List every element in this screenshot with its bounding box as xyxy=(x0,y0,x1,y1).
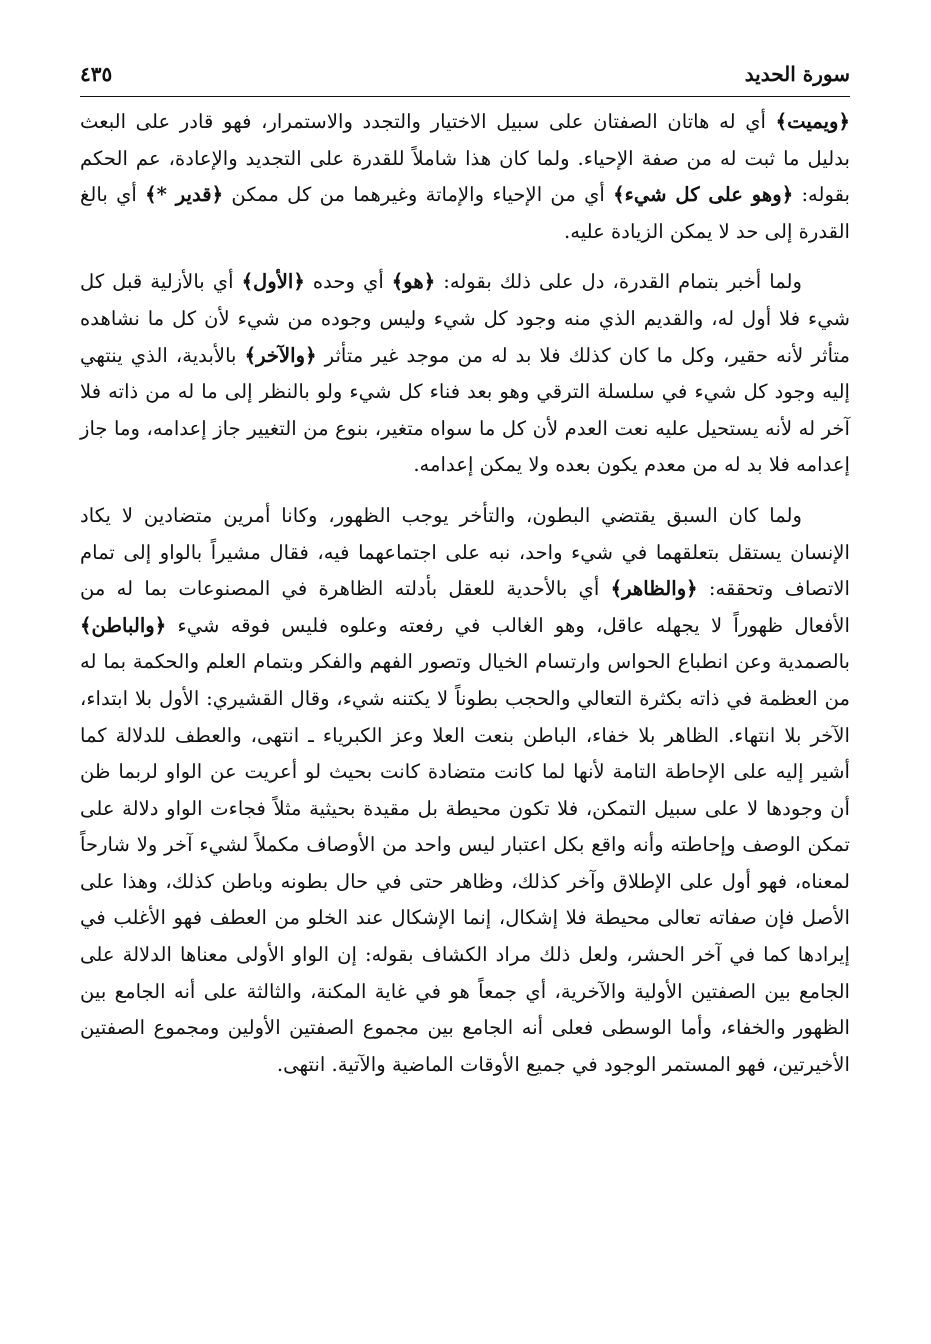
paragraph-1 xyxy=(80,104,850,250)
text-segment: أي بالأحدية للعقل بأدلته الظاهرة في المصنوعات بما له من الأفعال ظهوراً لا يجهله عاقل، وهو الغالب في رفعته وعلوه فليس فوقه شيء xyxy=(80,577,850,637)
surah-title: سورة الحديد xyxy=(744,62,850,86)
quran-quote: ﴿قدير *﴾ xyxy=(145,183,224,207)
text-segment: بالأبدية، الذي ينتهي إليه وجود كل شيء في سلسلة الترقي وهو بعد فناء كل شيء ولو بالنظر إلى ما له من ذاته فلا آخر له لأنه يستحيل عليه نعت العدم لأن كل ما سواه متغير، بنوع من التغيير جاز إعدامه، وما جاز إعدامه فلا بد له من معدم يكون بعده ولا يمكن إعدامه. xyxy=(80,343,850,477)
text-segment: ولما كان السبق يقتضي البطون، والتأخر يوجب الظهور، وكانا أمرين متضادين لا يكاد الإنسان يستقل بتعلقهما في شيء واحد، نبه على اجتماعهما فيه، فقال مشيراً بالواو إلى تمام الاتصاف وتحققه: xyxy=(80,503,850,601)
text-segment: بالصمدية وعن انطباع الحواس وارتسام الخيال وتصور الفهم والفكر وبتمام العلم والحكمة بما له من العظمة في ذاته بكثرة التعالي والحجب بطوناً لا يكتنه شيء، وقال القشيري: الأول بلا ابتداء، الآخر بلا انتهاء. الظاهر بلا خفاء، الباطن بنعت العلا وعز الكبرياء ـ انتهى، والعطف للدلالة كما أشير إليه على الإحاطة التامة لأنها لما كانت متضادة كانت بحيث لو أعريت عن الواو لربما ظن أن وجودها لا على سبيل التمكن، فلا تكون محيطة بل مقيدة بحيثية مثلاً فجاءت الواو دلالة على تمكن الوصف وإحاطته وأنه واقع بكل اعتبار ليس واحد من الأوصاف مكملاً لشيء آخر ولا شارحاً لمعناه، فهو أول على الإطلاق وآخر كذلك، وظاهر حتى في حال بطونه وباطن كذلك، وهذا على الأصل فإن صفاته تعالى محيطة فلا إشكال، إنما الإشكال عند الخلو من العطف فهو الأغلب في إيرادها كما في آخر الحشر، ولعل ذلك مراد الكشاف بقوله: إن الواو الأولى معناها الدلالة على الجامع بين الصفتين الأولية والآخرية، أي جمعاً هو في غاية المكنة، والثالثة على أنه الجامع بين الظهور والخفاء، وأما الوسطى فعلى أنه الجامع بين مجموع الصفتين الأولين ومجموع الصفتين الأخيرتين، فهو المستمر الوجود في جميع الأوقات الماضية والآتية. انتهى. xyxy=(80,650,850,1076)
text-segment: أي له هاتان الصفتان على سبيل الاختيار والتجدد والاستمرار، فهو قادر على البعث بدليل ما ثبت له من صفة الإحياء. ولما كان هذا شاملاً للقدرة على التجديد والإعادة، عم الحكم بقوله: xyxy=(80,110,851,207)
page-number: ٤٣٥ xyxy=(80,62,113,86)
page-body xyxy=(80,104,850,1083)
quran-quote: ﴿هو﴾ xyxy=(391,270,436,294)
quran-quote: ﴿ويميت﴾ xyxy=(775,110,850,133)
page-header xyxy=(80,56,850,97)
quran-quote: ﴿وهو على كل شيء﴾ xyxy=(613,183,794,207)
text-segment: أي بالأزلية قبل كل شيء فلا أول له، والقديم الذي منه وجود كل شيء وليس وجوده من شيء لأن كل ما نشاهده متأثر لأنه حقير، وكل ما كان كذلك فلا بد له من موجد غير متأثر xyxy=(80,270,850,367)
text-segment: أي من الإحياء والإماتة وغيرهما من كل ممكن xyxy=(223,183,614,207)
quran-quote: ﴿والآخر﴾ xyxy=(244,343,317,367)
text-segment: ولما أخبر بتمام القدرة، دل على ذلك بقوله: xyxy=(435,270,802,294)
text-segment: أي وحده xyxy=(304,270,392,294)
text-segment: أي بالغ القدرة إلى حد لا يمكن الزيادة عليه. xyxy=(80,183,850,243)
paragraph-3 xyxy=(80,498,850,1084)
quran-quote: ﴿والظاهر﴾ xyxy=(610,577,698,601)
paragraph-2 xyxy=(80,264,850,484)
quran-quote: ﴿والباطن﴾ xyxy=(80,613,167,637)
quran-quote: ﴿الأول﴾ xyxy=(241,270,305,294)
